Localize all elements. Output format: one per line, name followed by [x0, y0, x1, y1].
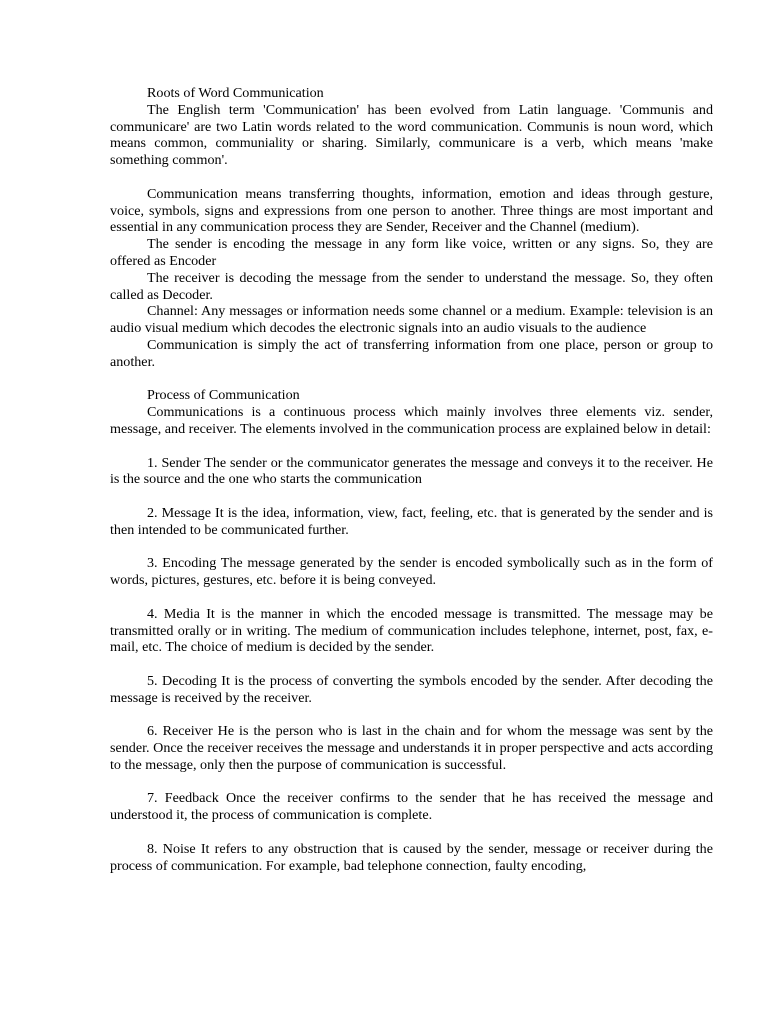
list-item-decoding: 5. Decoding It is the process of converting the symbols encoded by the sender. After decoding the message is received by the receiver. — [110, 672, 713, 706]
list-item-noise: 8. Noise It refers to any obstruction that is caused by the sender, message or receiver during the process of communication. For example, bad telephone connection, faulty encoding, — [110, 840, 713, 874]
paragraph-spacer — [110, 488, 713, 505]
paragraph-spacer — [110, 824, 713, 841]
paragraph-spacer — [110, 371, 713, 388]
list-item-message: 2. Message It is the idea, information, view, fact, feeling, etc. that is generated by the sender and is then intended to be communicated further. — [110, 504, 713, 538]
section-heading-roots: Roots of Word Communication — [147, 85, 324, 101]
list-item-sender: 1. Sender The sender or the communicator generates the message and conveys it to the receiver. He is the source and the one who starts the communication — [110, 454, 713, 488]
paragraph-channel: Channel: Any messages or information needs some channel or a medium. Example: television is an audio visual medium which decodes the electronic signals into an audio visuals to the audience — [110, 303, 713, 337]
list-item-receiver: 6. Receiver He is the person who is last in the chain and for whom the message was sent by the sender. Once the receiver receives the message and understands it in proper perspective and acts according to the message, only then the purpose of communication is successful. — [110, 723, 713, 773]
paragraph-process-intro: Communications is a continuous process which mainly involves three elements viz. sender, message, and receiver. The elements involved in the communication process are explained below in detail: — [110, 404, 713, 437]
paragraph-spacer — [110, 169, 713, 186]
list-item-media: 4. Media It is the manner in which the encoded message is transmitted. The message may be transmitted orally or in writing. The medium of communication includes telephone, internet, post, fax, e-mail, etc. The choice of medium is decided by the sender. — [110, 605, 713, 656]
paragraph-spacer — [110, 656, 713, 673]
list-item-encoding: 3. Encoding The message generated by the sender is encoded symbolically such as in the form of words, pictures, gestures, etc. before it is being conveyed. — [110, 555, 713, 589]
paragraph-spacer — [110, 774, 713, 791]
paragraph-sender: The sender is encoding the message in any form like voice, written or any signs. So, they are offered as Encoder — [110, 236, 713, 269]
list-item-feedback: 7. Feedback Once the receiver confirms to the sender that he has received the message and understood it, the process of communication is complete. — [110, 790, 713, 824]
paragraph-spacer — [110, 539, 713, 556]
paragraph-summary: Communication is simply the act of transferring information from one place, person or group to another. — [110, 336, 713, 370]
section-heading-process: Process of Communication — [147, 387, 300, 404]
paragraph-communication-definition: Communication means transferring thoughts, information, emotion and ideas through gesture, voice, symbols, signs and expressions from one person to another. Three things are most important and essential in any communication process they are Sender, Receiver and the Channel (medium). — [110, 185, 713, 236]
paragraph-spacer — [110, 589, 713, 606]
paragraph-spacer — [110, 706, 713, 723]
paragraph-spacer — [110, 438, 713, 455]
paragraph-latin-origin: The English term 'Communication' has been evolved from Latin language. 'Communis and communicare' are two Latin words related to the word communication. Communis is noun word, which means common, communiality or sharing. Similarly, communicare is a verb, which means 'make something common'. — [110, 101, 713, 169]
paragraph-receiver: The receiver is decoding the message from the sender to understand the message. So, they often called as Decoder. — [110, 269, 713, 303]
document-page — [110, 85, 713, 874]
